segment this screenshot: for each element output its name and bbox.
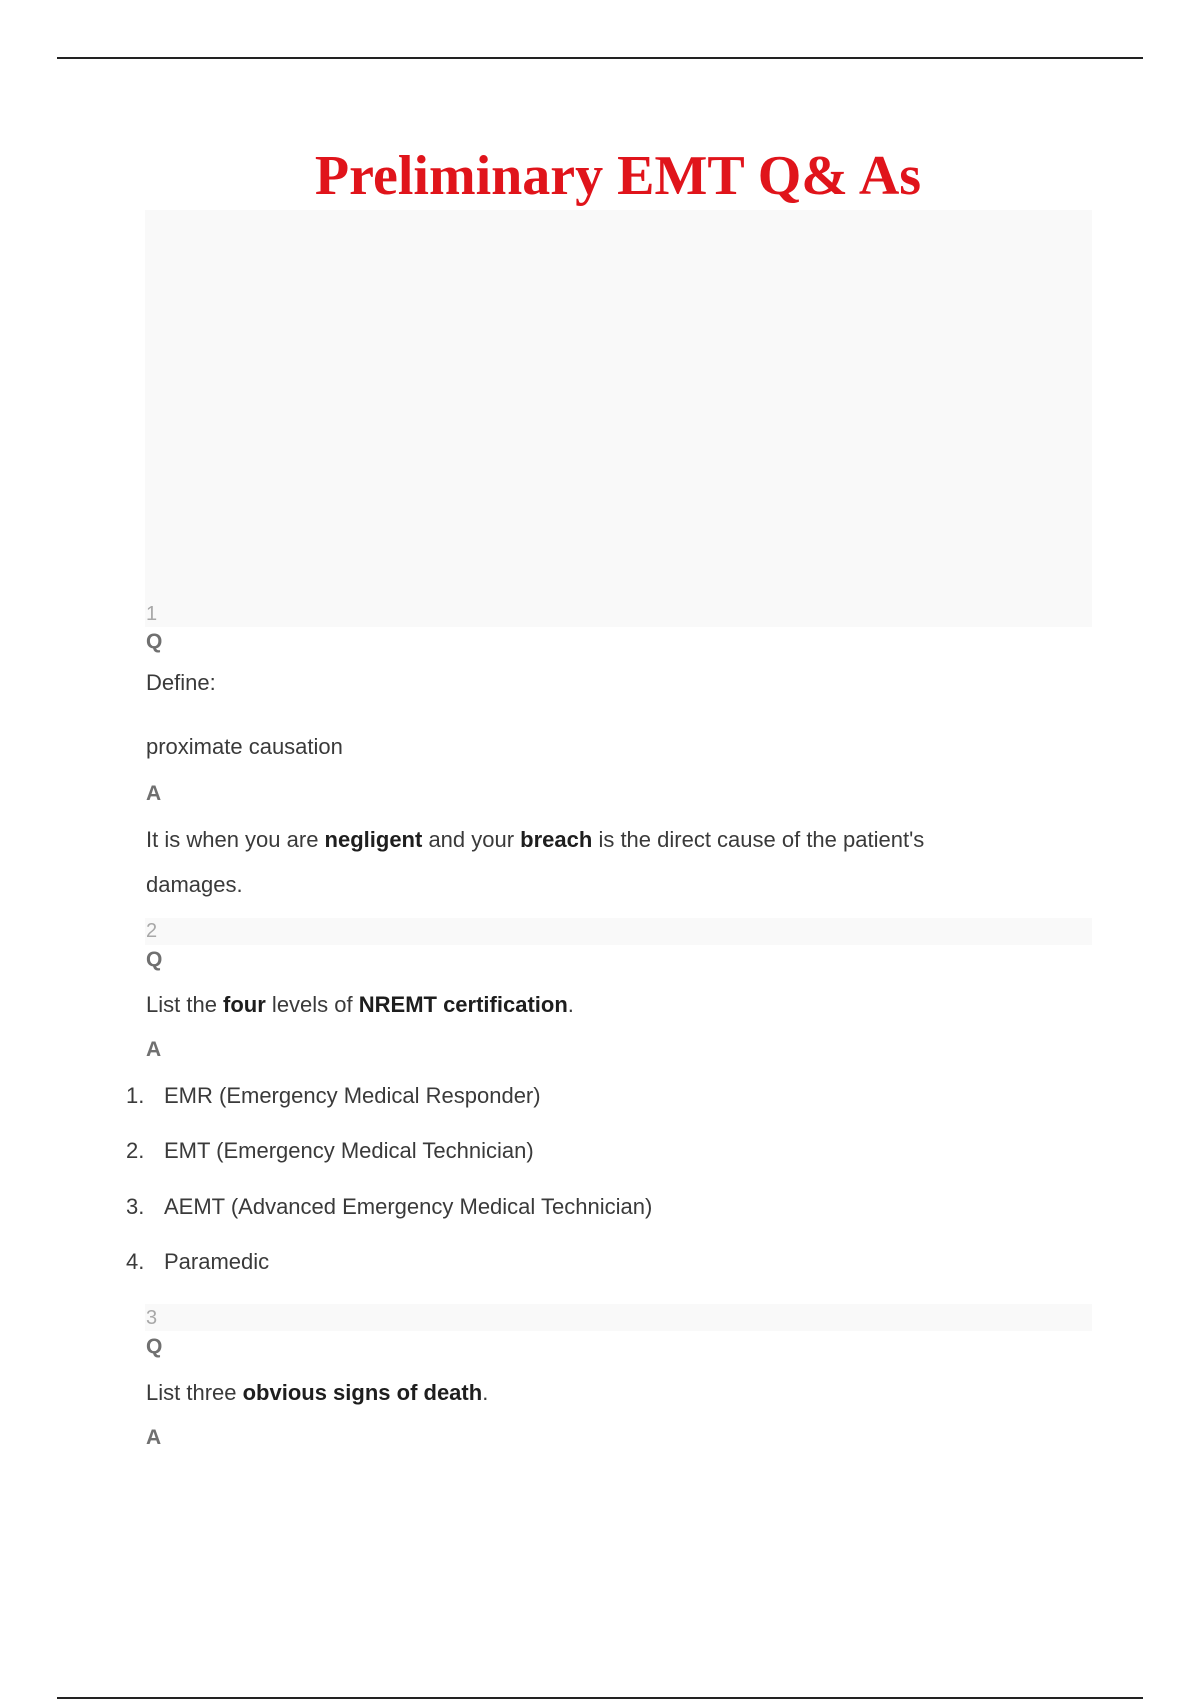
card-header-bar xyxy=(145,1304,1092,1331)
answer-emphasis: negligent xyxy=(324,827,423,852)
answer-label: A xyxy=(146,1038,162,1061)
answer-emphasis: breach xyxy=(520,827,593,852)
document-title: Preliminary EMT Q& As xyxy=(314,145,922,207)
question-term: proximate causation xyxy=(146,734,343,759)
card-number: 1 xyxy=(146,603,158,625)
card-header-bar xyxy=(145,918,1092,945)
card-number: 2 xyxy=(146,920,158,942)
answer-label: A xyxy=(146,1426,162,1449)
answer-list-item: 3. AEMT (Advanced Emergency Medical Technician) xyxy=(126,1194,653,1219)
question-label: Q xyxy=(146,948,163,971)
card-number: 3 xyxy=(146,1307,158,1329)
top-rule xyxy=(57,57,1143,59)
question-text: List the four levels of NREMT certification. xyxy=(146,992,574,1017)
answer-label: A xyxy=(146,782,162,805)
answer-text-continued: damages. xyxy=(146,872,243,897)
question-emphasis: NREMT certification xyxy=(358,992,568,1017)
question-label: Q xyxy=(146,1335,163,1358)
answer-list-item: 4. Paramedic xyxy=(126,1249,270,1274)
question-label: Q xyxy=(146,630,163,653)
question-text: List three obvious signs of death. xyxy=(146,1380,489,1405)
question-emphasis: obvious signs of death xyxy=(242,1380,483,1405)
answer-list-item: 2. EMT (Emergency Medical Technician) xyxy=(126,1138,534,1163)
question-text: Define: xyxy=(146,670,216,695)
card-image-placeholder xyxy=(145,210,1092,627)
question-emphasis: four xyxy=(223,992,266,1017)
bottom-rule xyxy=(57,1697,1143,1699)
answer-list-item: 1. EMR (Emergency Medical Responder) xyxy=(126,1083,541,1108)
answer-text: It is when you are negligent and your breach is the direct cause of the patient's xyxy=(146,827,925,852)
